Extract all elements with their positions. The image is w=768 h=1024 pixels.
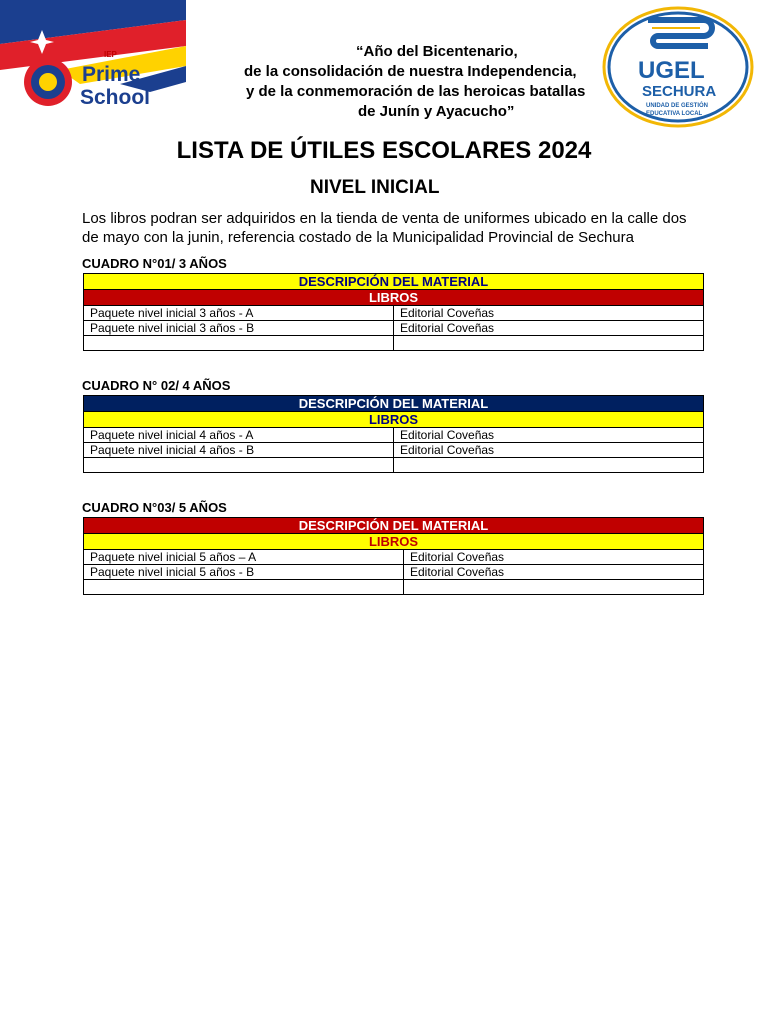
- svg-text:EDUCATIVA LOCAL: EDUCATIVA LOCAL: [646, 111, 703, 117]
- motto-line: “Año del Bicentenario,: [356, 43, 518, 60]
- materials-table-4-anos: [83, 395, 704, 473]
- motto-line: y de la conmemoración de las heroicas batallas: [246, 83, 586, 100]
- prime-school-logo-graphic: [0, 0, 186, 124]
- table-cell: [84, 458, 394, 473]
- table-cell: Paquete nivel inicial 4 años - B: [84, 443, 394, 458]
- table-header: DESCRIPCIÓN DEL MATERIAL: [84, 274, 704, 290]
- table-header: DESCRIPCIÓN DEL MATERIAL: [84, 518, 704, 534]
- table-cell: Paquete nivel inicial 4 años - A: [84, 428, 394, 443]
- table-subheader: LIBROS: [84, 534, 704, 550]
- table-cell: Editorial Coveñas: [394, 443, 704, 458]
- table-row: [84, 306, 704, 321]
- table-row: [84, 458, 704, 473]
- table-cell: [404, 580, 704, 595]
- table-row: [84, 336, 704, 351]
- table-header-row: [84, 518, 704, 534]
- table-cell: Editorial Coveñas: [404, 565, 704, 580]
- ugel-sechura-logo: [602, 6, 754, 128]
- motto-line: de Junín y Ayacucho”: [358, 103, 515, 120]
- table-cell: Editorial Coveñas: [394, 428, 704, 443]
- svg-text:UGEL: UGEL: [638, 57, 705, 84]
- svg-text:IEP: IEP: [104, 50, 117, 59]
- table-row: [84, 428, 704, 443]
- table-subheader-row: [84, 412, 704, 428]
- table-cell: Editorial Coveñas: [394, 306, 704, 321]
- ugel-sechura-logo-graphic: [602, 6, 754, 128]
- table-subheader: LIBROS: [84, 290, 704, 306]
- table-cell: [84, 336, 394, 351]
- table-subheader-row: [84, 290, 704, 306]
- table-cell: Editorial Coveñas: [404, 550, 704, 565]
- page-title: LISTA DE ÚTILES ESCOLARES 2024: [176, 137, 592, 164]
- table-subheader-row: [84, 534, 704, 550]
- table-subheader: LIBROS: [84, 412, 704, 428]
- table-cell: Paquete nivel inicial 5 años - B: [84, 565, 404, 580]
- table-row: [84, 580, 704, 595]
- table-cell: Editorial Coveñas: [394, 321, 704, 336]
- table-row: [84, 321, 704, 336]
- materials-table-3-anos: [83, 273, 704, 351]
- svg-text:SECHURA: SECHURA: [642, 83, 717, 100]
- table-cell: Paquete nivel inicial 3 años - B: [84, 321, 394, 336]
- table-row: [84, 550, 704, 565]
- table-cell: Paquete nivel inicial 3 años - A: [84, 306, 394, 321]
- table-header: DESCRIPCIÓN DEL MATERIAL: [84, 396, 704, 412]
- table-row: [84, 565, 704, 580]
- section-label-3-anos: CUADRO N°01/ 3 AÑOS: [82, 256, 227, 271]
- section-label-5-anos: CUADRO N°03/ 5 AÑOS: [82, 500, 227, 515]
- intro-paragraph: Los libros podran ser adquiridos en la tienda de venta de uniformes ubicado en la calle dos de mayo con la junin, referencia costado de la Municipalidad Provincial de Sechura: [82, 210, 687, 246]
- table-row: [84, 443, 704, 458]
- motto-line: de la consolidación de nuestra Independencia,: [244, 63, 577, 80]
- table-cell: [394, 458, 704, 473]
- table-header-row: [84, 396, 704, 412]
- svg-text:School: School: [80, 86, 151, 109]
- table-cell: [394, 336, 704, 351]
- section-label-4-anos: CUADRO N° 02/ 4 AÑOS: [82, 378, 231, 393]
- svg-text:Prime: Prime: [82, 63, 141, 86]
- table-cell: Paquete nivel inicial 5 años – A: [84, 550, 404, 565]
- svg-text:UNIDAD DE GESTIÓN: UNIDAD DE GESTIÓN: [646, 103, 709, 109]
- motto-block: [228, 42, 648, 122]
- materials-table-5-anos: [83, 517, 704, 595]
- table-header-row: [84, 274, 704, 290]
- page-subtitle: NIVEL INICIAL: [310, 177, 440, 198]
- table-cell: [84, 580, 404, 595]
- prime-school-logo: [0, 0, 186, 124]
